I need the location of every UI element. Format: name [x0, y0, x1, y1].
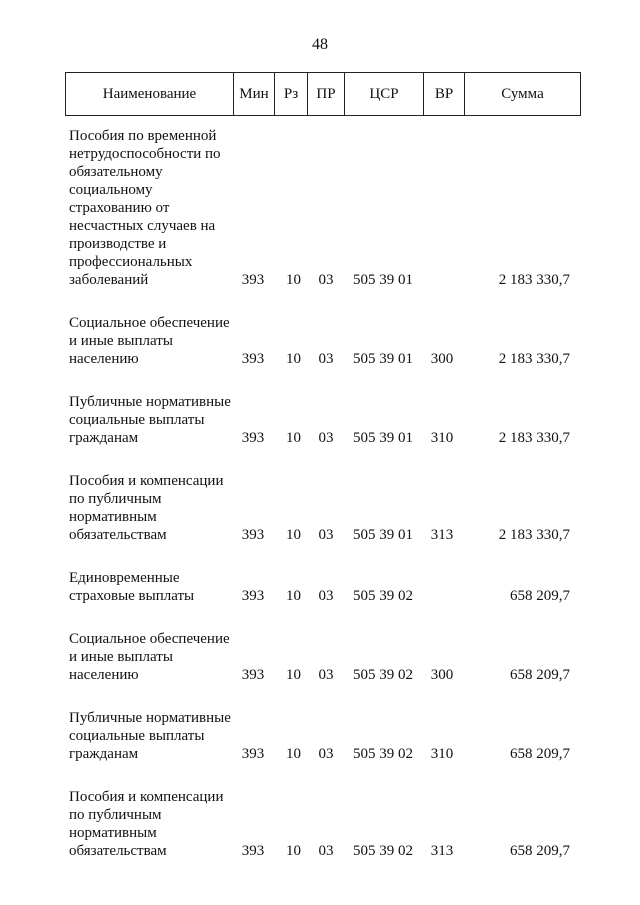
- table-row: [65, 630, 581, 684]
- row-rz: 10: [286, 843, 301, 859]
- row-sum: 658 209,7: [510, 667, 570, 683]
- row-pr: 03: [318, 667, 334, 683]
- row-name: Социальное обеспечение и иные выплаты населению: [69, 631, 230, 683]
- row-name: Социальное обеспечение и иные выплаты населению: [69, 315, 230, 367]
- row-rz: 10: [286, 430, 301, 446]
- row-pr: 03: [318, 588, 334, 604]
- table-row: [65, 709, 581, 763]
- table-header: [65, 72, 581, 116]
- row-min: 393: [241, 430, 265, 446]
- row-rz: 10: [286, 588, 301, 604]
- row-vr: 313: [430, 527, 454, 543]
- row-min: 393: [241, 843, 265, 859]
- row-vr: 313: [430, 843, 454, 859]
- row-vr: 300: [430, 351, 454, 367]
- row-csr: 505 39 01: [353, 272, 413, 288]
- table-row: [65, 472, 581, 544]
- row-rz: 10: [286, 746, 301, 762]
- row-min: 393: [241, 746, 265, 762]
- page-number: 48: [312, 36, 328, 53]
- row-sum: 2 183 330,7: [498, 351, 570, 367]
- row-min: 393: [241, 667, 265, 683]
- row-sum: 2 183 330,7: [498, 527, 570, 543]
- row-csr: 505 39 01: [353, 430, 413, 446]
- row-csr: 505 39 02: [353, 843, 413, 859]
- row-vr: 310: [430, 430, 454, 446]
- header-csr: ЦСР: [345, 73, 424, 116]
- row-sum: 658 209,7: [510, 588, 570, 604]
- table-row: [65, 314, 581, 368]
- row-pr: 03: [318, 351, 334, 367]
- row-csr: 505 39 02: [353, 667, 413, 683]
- row-rz: 10: [286, 527, 301, 543]
- row-name: Публичные нормативные социальные выплаты гражданам: [69, 710, 231, 762]
- header-pr: ПР: [308, 73, 345, 116]
- table-row: [65, 127, 581, 289]
- header-rz: Рз: [275, 73, 308, 116]
- row-sum: 2 183 330,7: [498, 430, 570, 446]
- header-vr: ВР: [424, 73, 465, 116]
- row-rz: 10: [286, 272, 301, 288]
- row-min: 393: [241, 527, 265, 543]
- row-min: 393: [241, 351, 265, 367]
- table-body: [65, 127, 581, 885]
- table-row: [65, 393, 581, 447]
- row-name: Единовременные страховые выплаты: [69, 570, 195, 604]
- row-pr: 03: [318, 272, 334, 288]
- row-name: Пособия и компенсации по публичным нормативным обязательствам: [69, 473, 224, 543]
- row-min: 393: [241, 588, 265, 604]
- row-min: 393: [241, 272, 265, 288]
- row-sum: 658 209,7: [510, 843, 570, 859]
- row-pr: 03: [318, 843, 334, 859]
- row-pr: 03: [318, 527, 334, 543]
- header-name: Наименование: [66, 73, 234, 116]
- row-csr: 505 39 02: [353, 746, 413, 762]
- header-sum: Сумма: [465, 73, 581, 116]
- header-min: Мин: [234, 73, 275, 116]
- row-csr: 505 39 02: [353, 588, 413, 604]
- row-rz: 10: [286, 667, 301, 683]
- table-row: [65, 569, 581, 605]
- row-name: Публичные нормативные социальные выплаты гражданам: [69, 394, 231, 446]
- row-name: Пособия и компенсации по публичным нормативным обязательствам: [69, 789, 224, 859]
- row-vr: 300: [430, 667, 454, 683]
- row-vr: 310: [430, 746, 454, 762]
- row-pr: 03: [318, 746, 334, 762]
- row-pr: 03: [318, 430, 334, 446]
- row-name: Пособия по временной нетрудоспособности по обязательному социальному страхованию от несчастных случаев на производстве и профессиональных заболеваний: [69, 128, 221, 288]
- row-rz: 10: [286, 351, 301, 367]
- row-csr: 505 39 01: [353, 527, 413, 543]
- row-sum: 658 209,7: [510, 746, 570, 762]
- row-sum: 2 183 330,7: [498, 272, 570, 288]
- row-csr: 505 39 01: [353, 351, 413, 367]
- table-row: [65, 788, 581, 860]
